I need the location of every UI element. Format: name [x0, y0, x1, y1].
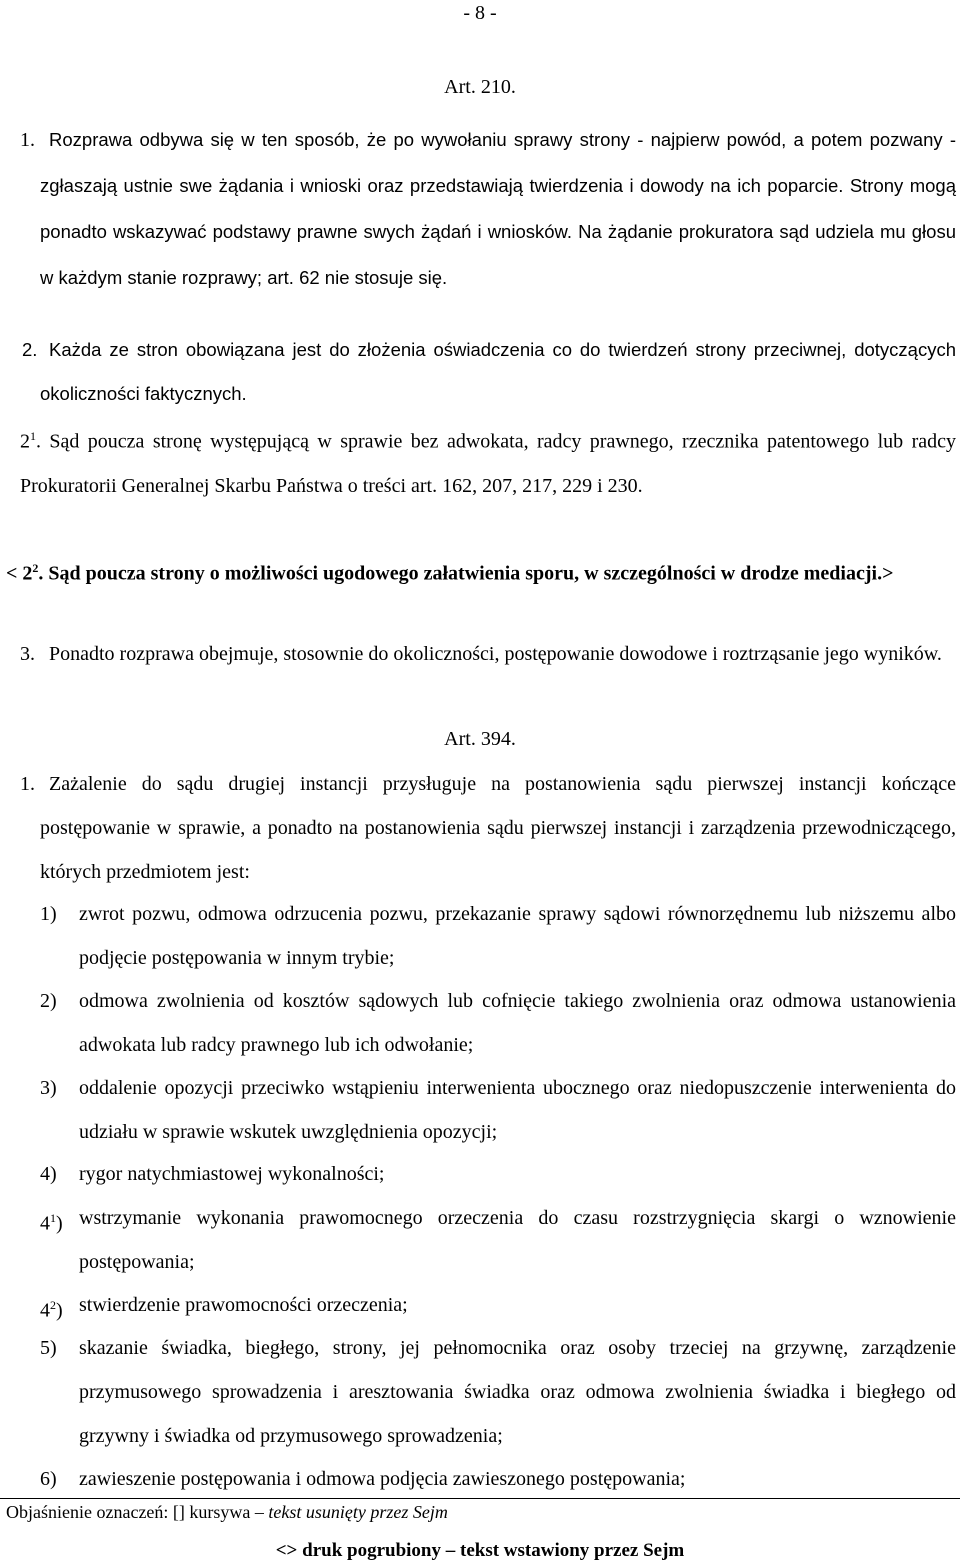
art394-p1-content: Zażalenie do sądu drugiej instancji przysługuje na postanowienia sądu pierwszej instancji kończące postępowanie w sprawie, a ponadto na postanowienia sądu pierwszej instancji i zarządzenia przewodniczącego, których przedmiotem jest: [40, 773, 956, 883]
list-item-text: stwierdzenie prawomocności orzeczenia; [79, 1294, 408, 1316]
marker-sup: 1 [50, 1211, 56, 1225]
list-item-6 [40, 1457, 956, 1501]
list-item-text: zwrot pozwu, odmowa odrzucenia pozwu, przekazanie sprawy sądowi równorzędnemu lub niższemu albo podjęcie postępowania w innym trybie; [79, 903, 956, 969]
footer-divider [0, 1498, 960, 1499]
list-item-marker: 4) [40, 1163, 57, 1185]
article-394-heading: Art. 394. [444, 728, 516, 750]
list-item-marker: 1) [40, 903, 57, 925]
art210-p22-content: . Sąd poucza strony o możliwości ugodowego załatwienia sporu, w szczególności w drodze mediacji.> [38, 562, 894, 585]
art210-p22-text [6, 546, 956, 596]
art210-p22-sup: 2 [32, 561, 39, 575]
footer-legend [6, 1502, 960, 1523]
list-item-marker: 3) [40, 1077, 57, 1099]
list-item-text: zawieszenie postępowania i odmowa podjęcia zawieszonego postępowania; [79, 1468, 686, 1490]
art210-p2-number: 2. [22, 339, 38, 360]
footer-legend-italic: tekst usunięty przez Sejm [268, 1502, 448, 1522]
marker-base: 4 [40, 1212, 50, 1235]
page-number: - 8 - [463, 2, 497, 24]
list-item-4-1 [40, 1196, 956, 1284]
article-210-heading: Art. 210. [444, 76, 516, 98]
list-item-2 [40, 979, 956, 1067]
list-item-1 [40, 892, 956, 980]
art210-p21-sup: 1 [30, 429, 36, 443]
art210-p3-text [40, 632, 956, 676]
art210-p2-content: Każda ze stron obowiązana jest do złożenia oświadczenia co do twierdzeń strony przeciwnej, dotyczących okoliczności faktycznych. [40, 339, 956, 404]
list-item-marker: 5) [40, 1337, 57, 1359]
art210-p21-content: . Sąd poucza stronę występującą w sprawie bez adwokata, radcy prawnego, rzecznika patentowego lub radcy Prokuratorii Generalnej Skarbu Państwa o treści art. 162, 207, 217, 229 i 230. [20, 430, 956, 497]
list-item-3 [40, 1066, 956, 1154]
art210-p22-prefix: < [6, 562, 23, 585]
marker-end: ) [56, 1212, 63, 1235]
art210-p2-text [40, 328, 956, 416]
list-item-text: oddalenie opozycji przeciwko wstąpieniu interwenienta ubocznego oraz niedopuszczenie interwenienta do udziału w sprawie wskutek uwzględnienia opozycji; [79, 1077, 956, 1143]
list-item-marker: 6) [40, 1468, 57, 1490]
list-item-text: skazanie świadka, biegłego, strony, jej pełnomocnika oraz osoby trzeciej na grzywnę, zarządzenie przymusowego sprowadzenia i aresztowania świadka oraz odmowa zwolnienia świadka i biegłego od grzywny i świadka od przymusowego sprowadzenia; [79, 1337, 956, 1447]
art210-p1-serif-like-text: Strony mogą ponadto wskazywać podstawy prawne swych żądań i wniosków. Na żądanie prokuratora sąd udziela mu głosu w każdym stanie rozprawy; art. 62 nie stosuje się. [40, 175, 956, 288]
list-item-marker [40, 1196, 63, 1246]
art210-p1-sans-text: Rozprawa odbywa się w ten sposób, że po wywołaniu sprawy strony - najpierw powód, a potem pozwany - zgłaszają ustnie swe żądania i wnioski oraz przedstawiają twierdzenia i dowody na ich poparcie. [40, 129, 956, 196]
list-item-text: odmowa zwolnienia od kosztów sądowych lub cofnięcie takiego zwolnienia oraz odmowa ustanowienia adwokata lub radcy prawnego lub ich odwołanie; [79, 990, 956, 1056]
footer-legend-brackets: [] kursywa – [168, 1502, 269, 1522]
art210-p21-number: 2 [20, 430, 30, 453]
list-item-text: rygor natychmiastowej wykonalności; [79, 1163, 385, 1185]
marker-sup: 2 [50, 1298, 56, 1312]
footer-legend-label: Objaśnienie oznaczeń: [6, 1502, 169, 1522]
list-item-text: wstrzymanie wykonania prawomocnego orzeczenia do czasu rozstrzygnięcia skargi o wznowienie postępowania; [79, 1207, 956, 1273]
art394-p1-number: 1. [20, 773, 35, 795]
list-item-4 [40, 1152, 956, 1196]
art210-p1-number: 1. [20, 129, 35, 151]
list-item-marker: 2) [40, 990, 57, 1012]
art210-p3-number: 3. [20, 643, 35, 665]
art210-p3-content: Ponadto rozprawa obejmuje, stosownie do okoliczności, postępowanie dowodowe i roztrząsanie jego wyników. [49, 643, 942, 665]
marker-base: 4 [40, 1299, 50, 1322]
list-item-4-2 [40, 1283, 956, 1327]
art210-p21-text [20, 414, 956, 508]
art210-p1-text [40, 118, 956, 302]
marker-end: ) [56, 1299, 63, 1322]
art210-p22-number: 2 [22, 562, 33, 585]
footer-legend-bold: <> druk pogrubiony – tekst wstawiony przez Sejm [275, 1540, 685, 1561]
art394-p1-text [40, 762, 956, 894]
list-item-5 [40, 1326, 956, 1458]
